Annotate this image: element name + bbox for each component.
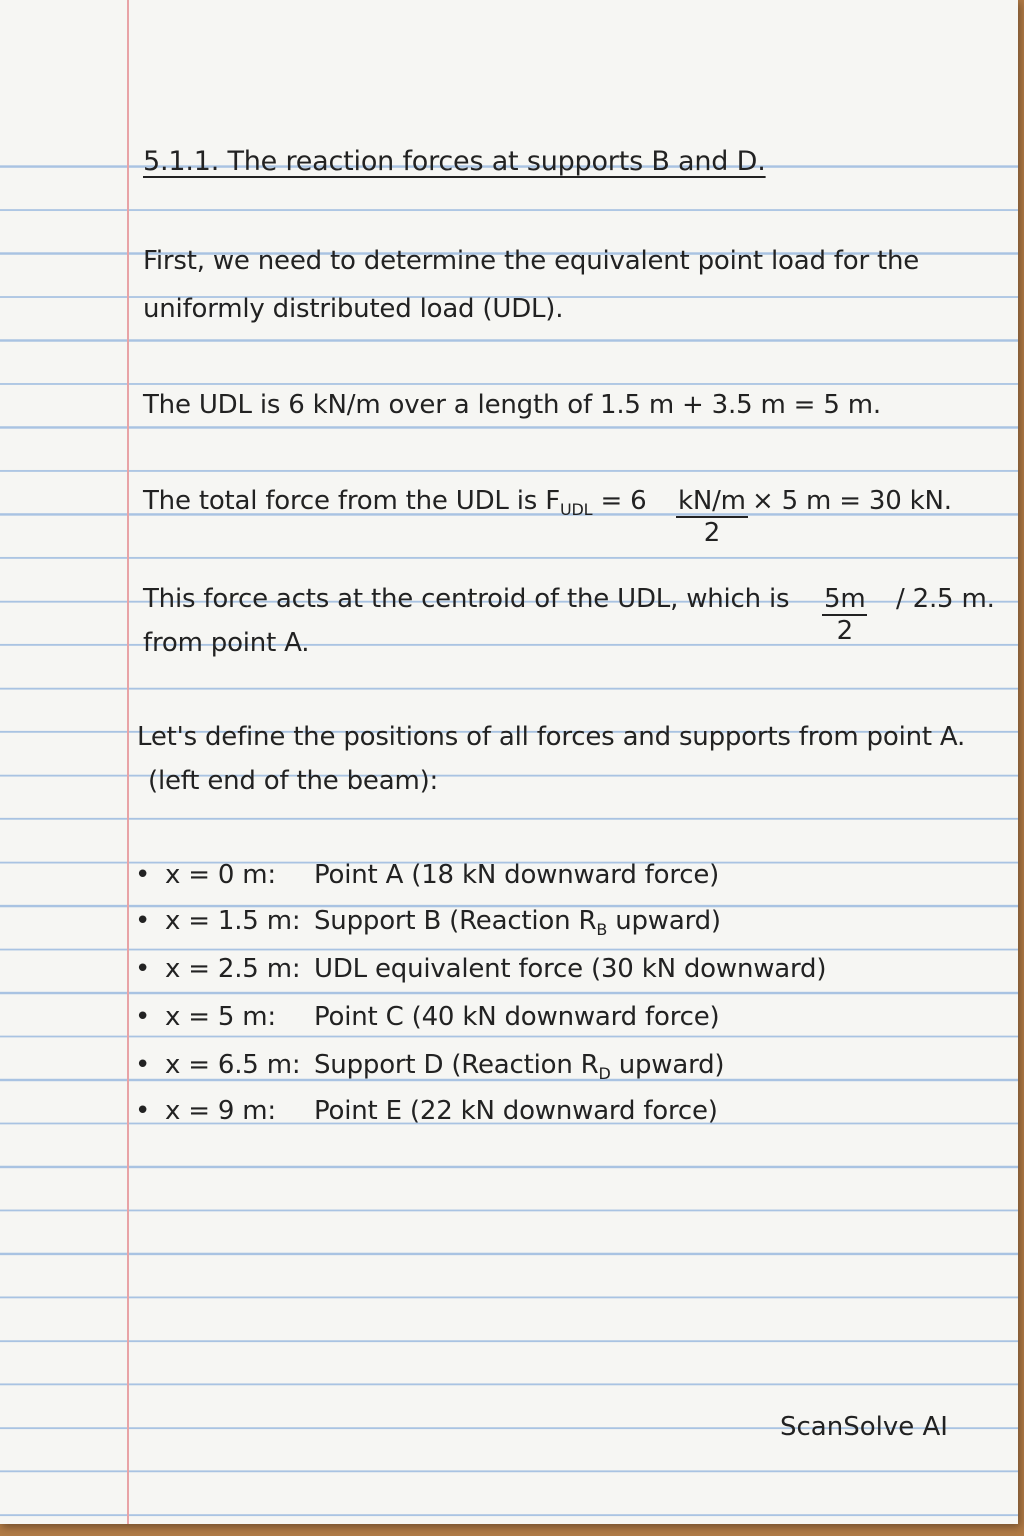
paragraph-line: from point A. xyxy=(143,628,310,658)
equation-part: / 2.5 m. xyxy=(896,584,995,614)
equation-part: = 6 xyxy=(600,486,647,516)
fraction xyxy=(676,486,748,548)
list-item-text: UDL equivalent force (30 kN downward) xyxy=(314,954,827,984)
list-item-position: x = 0 m: xyxy=(165,860,276,890)
fraction-numerator: 5m xyxy=(824,584,866,614)
list-item-text: Support D (Reaction $R_D$ upward) xyxy=(314,1050,725,1083)
paragraph-line: First, we need to determine the equivalent point load for the xyxy=(143,246,920,276)
fraction-denominator: 2 xyxy=(836,616,853,646)
list-item-position: x = 2.5 m: xyxy=(165,954,301,984)
list-item-text: Point A (18 kN downward force) xyxy=(314,860,720,890)
bullet-dot: • xyxy=(135,860,151,890)
list-item-position: x = 6.5 m: xyxy=(165,1050,301,1080)
udl-force-line xyxy=(143,486,646,519)
udl-force-prefix: The total force from the UDL is xyxy=(143,486,538,516)
list-item-position: x = 9 m: xyxy=(165,1096,276,1126)
paragraph-line: This force acts at the centroid of the UDL, which is xyxy=(143,584,790,614)
fraction-numerator: kN/m xyxy=(678,486,746,516)
margin-line xyxy=(127,0,129,1524)
list-item-text: Point C (40 kN downward force) xyxy=(314,1002,720,1032)
bullet-dot: • xyxy=(135,1050,151,1080)
bullet-dot: • xyxy=(135,1002,151,1032)
fraction xyxy=(822,584,867,646)
watermark-logo: ScanSolve AI xyxy=(780,1412,948,1442)
force-symbol: $F_{UDL}$ xyxy=(545,486,593,519)
paragraph-line: Let's define the positions of all forces and supports from point A. xyxy=(137,722,966,752)
list-item-text: Point E (22 kN downward force) xyxy=(314,1096,718,1126)
paragraph-line: (left end of the beam): xyxy=(148,766,439,796)
list-item-text: Support B (Reaction $R_B$ upward) xyxy=(314,906,721,939)
list-item-position: x = 5 m: xyxy=(165,1002,276,1032)
paragraph-line: uniformly distributed load (UDL). xyxy=(143,294,564,324)
section-title: 5.1.1. The reaction forces at supports B and D. xyxy=(143,146,766,177)
bullet-dot: • xyxy=(135,906,151,936)
equation-part: × 5 m = 30 kN. xyxy=(752,486,952,516)
paragraph-line: The UDL is 6 kN/m over a length of 1.5 m + 3.5 m = 5 m. xyxy=(143,390,881,420)
fraction-denominator: 2 xyxy=(703,518,721,548)
bullet-dot: • xyxy=(135,954,151,984)
list-item-position: x = 1.5 m: xyxy=(165,906,301,936)
bullet-dot: • xyxy=(135,1096,151,1126)
